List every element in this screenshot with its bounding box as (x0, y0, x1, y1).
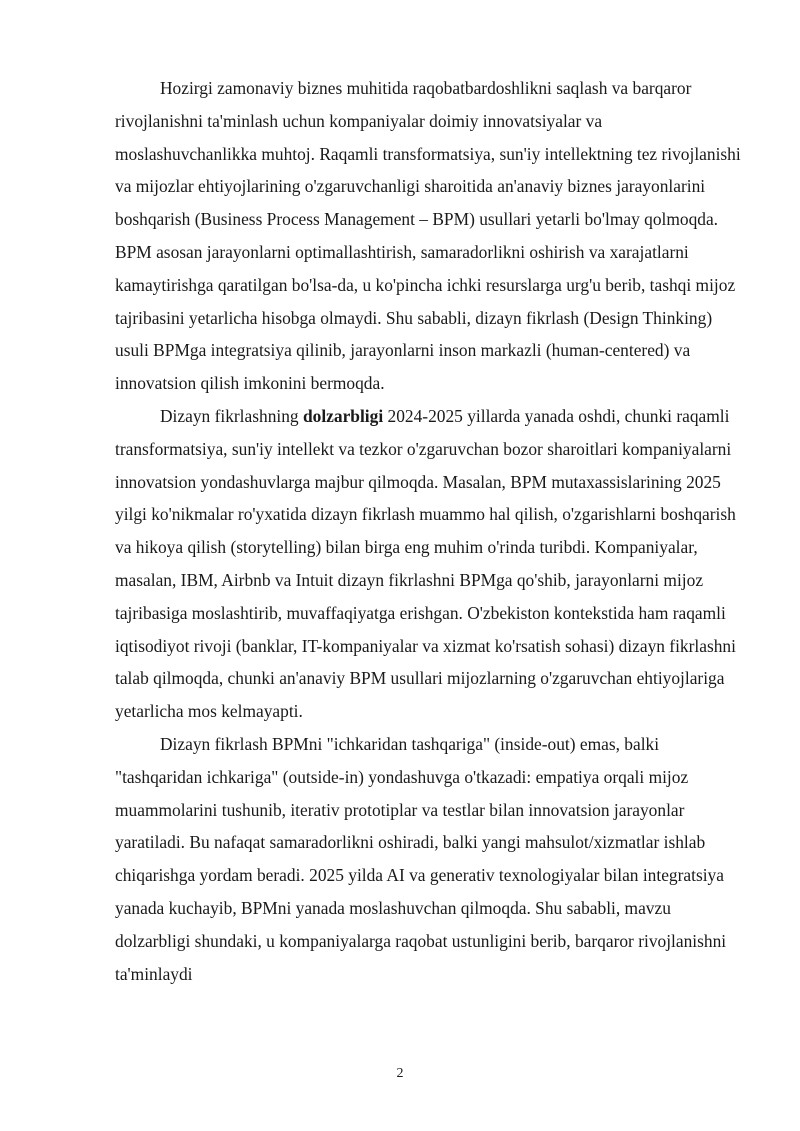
page-number: 2 (396, 1066, 404, 1081)
paragraph-conclusion: Dizayn fikrlash BPMni "ichkaridan tashqariga" (inside-out) emas, balki "tashqaridan ichkariga" (outside-in) yondashuvga o'tkazadi: empatiya orqali mijoz muammolarini tushunib, iterativ prototiplar va testlar bilan innovatsion jarayonlar yaratiladi. Bu nafaqat samaradorlikni oshiradi, balki yangi mahsulot/xizmatlar ishlab chiqarishga yordam beradi. 2025 yilda AI va generativ texnologiyalar bilan integratsiya yanada kuchayib, BPMni yanada moslashuvchan qilmoqda. Shu sababli, mavzu dolzarbligi shundaki, u kompaniyalarga raqobat ustunligini berib, barqaror rivojlanishni ta'minlaydi (115, 733, 727, 984)
keyword-dolzarbligi: dolzarbligi (302, 405, 384, 426)
document-body (115, 72, 743, 990)
paragraph-relevance-lead: Dizayn fikrlashning (160, 405, 303, 426)
paragraph-relevance (115, 400, 743, 728)
paragraph-relevance-rest: 2024-2025 yillarda yanada oshdi, chunki raqamli transformatsiya, sun'iy intellekt va tezkor o'zgaruvchan bozor sharoitlari kompaniyalarni innovatsion yondashuvlarga majbur qilmoqda. Masalan, BPM mutaxassislarining 2025 yilgi ko'nikmalar ro'yxatida dizayn fikrlash muammo hal qilish, o'zgarishlarni boshqarish va hikoya qilish (storytelling) bilan birga eng muhim o'rinda turibdi. Kompaniyalar, masalan, IBM, Airbnb va Intuit dizayn fikrlashni BPMga qo'shib, jarayonlarni mijoz tajribasiga moslashtirib, muvaffaqiyatga erishgan. O'zbekiston kontekstida ham raqamli iqtisodiyot rivoji (banklar, IT-kompaniyalar va xizmat ko'rsatish sohasi) dizayn fikrlashni talab qilmoqda, chunki an'anaviy BPM usullari mijozlarning o'zgaruvchan ehtiyojlariga yetarlicha mos kelmayapti. (115, 405, 736, 722)
paragraph-intro: Hozirgi zamonaviy biznes muhitida raqobatbardoshlikni saqlash va barqaror rivojlanishni ta'minlash uchun kompaniyalar doimiy innovatsiyalar va moslashuvchanlikka muhtoj. Raqamli transformatsiya, sun'iy intellektning tez rivojlanishi va mijozlar ehtiyojlarining o'zgaruvchanligi sharoitida an'anaviy biznes jarayonlarini boshqarish (Business Process Management – BPM) usullari yetarli bo'lmay qolmoqda. BPM asosan jarayonlarni optimallashtirish, samaradorlikni oshirish va xarajatlarni kamaytirishga qaratilgan bo'lsa-da, u ko'pincha ichki resurslarga urg'u berib, tashqi mijoz tajribasini yetarlicha hisobga olmaydi. Shu sababli, dizayn fikrlash (Design Thinking) usuli BPMga integratsiya qilinib, jarayonlarni inson markazli (human-centered) va innovatsion qilish imkonini bermoqda. (115, 78, 741, 394)
